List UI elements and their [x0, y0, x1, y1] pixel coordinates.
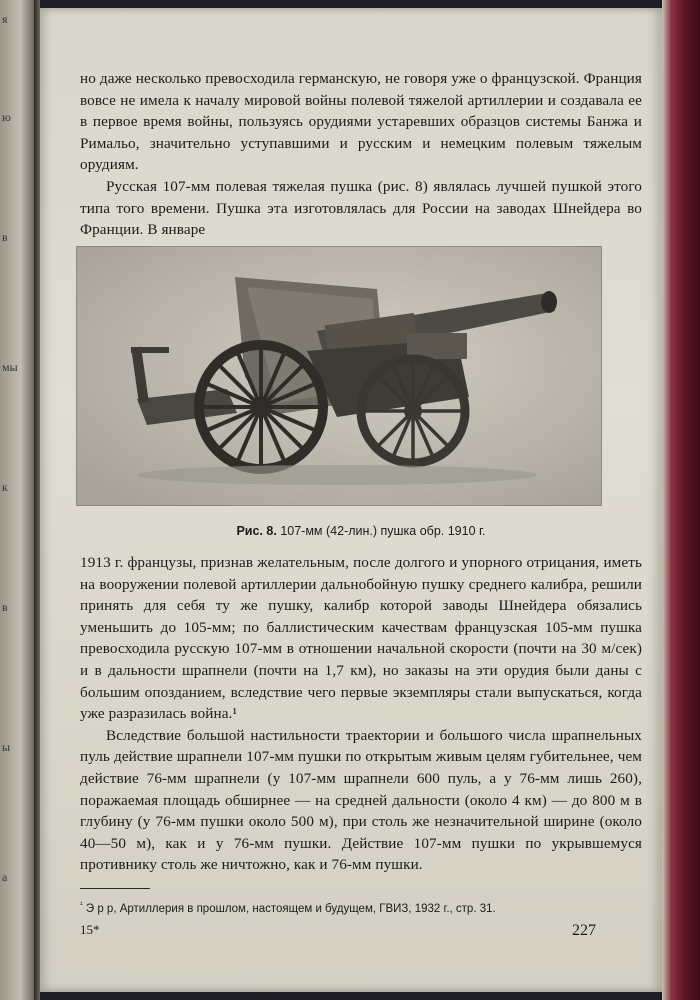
footnote-text: Э р р, Артиллерия в прошлом, настоящем и будущем, ГВИЗ, 1932 г., стр. 31. — [85, 902, 496, 915]
figure-caption — [80, 524, 642, 538]
facing-page-fragment: ы — [2, 740, 11, 754]
paragraph: 1913 г. французы, признав желательным, после долгого и упорного отрицания, иметь на вооружении полевой артиллерии дальнобойную пушку среднего калибра, решили принять для себя ту же пушку, калибр которой заводы Шнейдера обязались уменьшить до 105-мм; по баллистическим качествам французская 105-мм пушка превосходила русскую 107-мм в отношении начальной скорости (почти на 30 м/сек) и в дальности шрапнели (почти на 1,7 км), но заказы на эти орудия были даны с большим опозданием, вследствие чего первые экземпляры стали выпускаться, когда уже разразилась война.¹ — [80, 554, 642, 723]
text-block-top — [80, 68, 642, 241]
page-number: 227 — [572, 922, 596, 939]
facing-page-fragment: а — [2, 870, 8, 884]
paragraph: но даже несколько превосходила германскую, не говоря уже о французской. Франция вовсе не имела к началу мировой войны полевой тяжелой артиллерии и создавала ее в первое время войны, пользуясь орудиями устаревших образцов системы Банжа и Римальо, значительно уступавшими и русским и немецким полевым тяжелым орудиям. — [80, 70, 642, 174]
facing-page-fragment: в — [2, 600, 8, 614]
figure-caption-label: Рис. 8. — [236, 524, 277, 538]
cannon-photograph — [76, 246, 602, 506]
paragraph: Вследствие большой настильности траектории и большого числа шрапнельных пуль действие шрапнели 107-мм пушки по открытым живым целям губительнее, чем действие 76-мм шрапнели (у 107-мм шрапнели 600 пуль, а у 76-мм лишь 260), поражаемая площадь обширнее — на средней дальности (около 4 км) — до 800 м в глубину (у 76-мм пушки около 500 м), при столь же незначительной ширине (около 40—50 м), как и у 76-мм пушки. Действие 107-мм пушки по укрывшемуся противнику столь же ничтожно, как и 76-мм пушки. — [80, 726, 642, 874]
signature-mark: 15* — [80, 922, 100, 937]
cannon-illustration — [77, 247, 601, 505]
footnote-rule — [80, 888, 150, 889]
facing-page-fragment: к — [2, 480, 8, 494]
facing-page-fragment: я — [2, 12, 8, 26]
facing-page-fragment: ю — [2, 110, 11, 124]
footnote — [80, 897, 642, 917]
book-cover-edge — [662, 0, 700, 1000]
text-block-bottom — [80, 552, 642, 876]
book-page — [40, 8, 662, 992]
figure-caption-text: 107-мм (42-лин.) пушка обр. 1910 г. — [280, 524, 486, 538]
facing-page-edge — [0, 0, 34, 1000]
footnote-marker: ¹ — [80, 900, 83, 909]
paragraph: Русская 107-мм полевая тяжелая пушка (рис. 8) являлась лучшей пушкой этого типа того времени. Пушка эта изготовлялась для России на заводах Шнейдера во Франции. В январе — [80, 177, 642, 239]
facing-page-fragment: в — [2, 230, 8, 244]
facing-page-fragment: мы — [2, 360, 18, 374]
